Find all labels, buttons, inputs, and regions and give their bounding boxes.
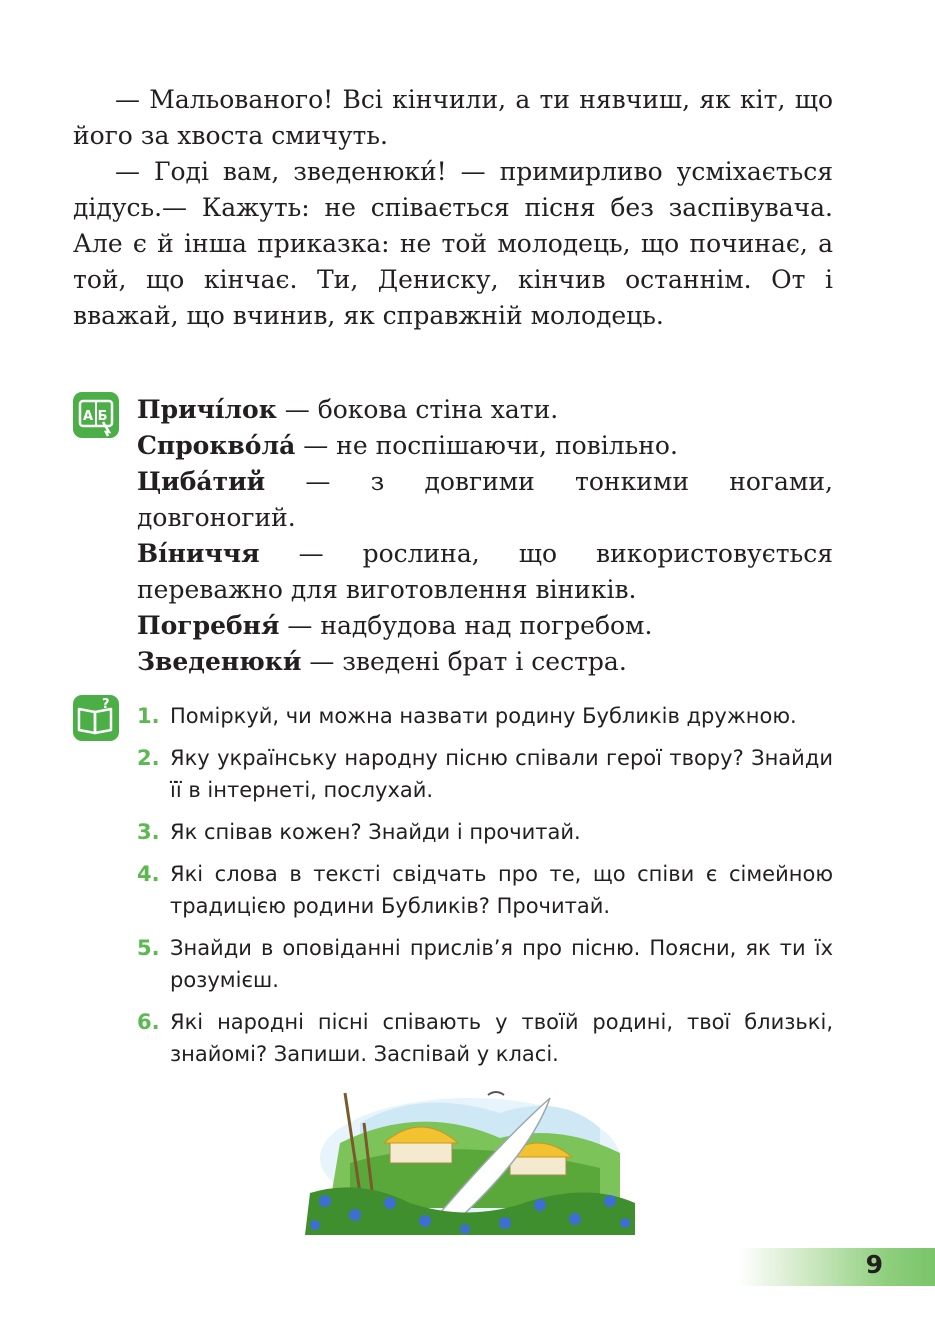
question-number: 6. <box>137 1010 160 1034</box>
page-number-band <box>738 1248 935 1286</box>
question-number: 5. <box>137 936 160 960</box>
village-illustration <box>300 1083 640 1235</box>
question-item <box>137 858 833 922</box>
question-item <box>137 742 833 806</box>
question-item <box>137 932 833 996</box>
glossary-entry <box>137 608 833 644</box>
question-number: 3. <box>137 820 160 844</box>
dictionary-icon <box>73 392 119 438</box>
question-text: Як співав кожен? Знайди і прочитай. <box>170 820 581 844</box>
question-item <box>137 1006 833 1070</box>
glossary-term: Причі́лок <box>137 395 277 424</box>
story-text <box>73 82 833 334</box>
glossary-term: Погребня́ <box>137 611 280 640</box>
question-text: Поміркуй, чи можна назвати родину Бубликів дружною. <box>170 704 797 728</box>
question-number: 4. <box>137 862 160 886</box>
glossary <box>137 392 833 680</box>
question-text: Які слова в тексті свідчать про те, що співи є сімейною традицією родини Бубликів? Прочитай. <box>170 862 833 918</box>
svg-text:?: ? <box>102 697 110 712</box>
glossary-entry <box>137 464 833 536</box>
svg-text:А Б: А Б <box>83 409 108 424</box>
glossary-entry <box>137 428 833 464</box>
glossary-definition: — надбудова над погребом. <box>279 611 653 640</box>
question-text: Які народні пісні співають у твоїй родині, твої близькі, знайомі? Запиши. Заспівай у класі. <box>170 1010 833 1066</box>
glossary-definition: — бокова стіна хати. <box>276 395 559 424</box>
question-text: Яку українську народну пісню співали герої твору? Знайди її в інтернеті, послухай. <box>170 746 833 802</box>
question-text: Знайди в оповіданні прислів’я про пісню. Поясни, як ти їх розумієш. <box>170 936 833 992</box>
glossary-definition: — зведені брат і сестра. <box>301 647 627 676</box>
questions-list <box>137 700 833 1080</box>
glossary-definition: — з довгими тонкими ногами, довгоногий. <box>137 467 833 532</box>
page-number: 9 <box>865 1250 883 1279</box>
story-paragraph-1: — Мальованого! Всі кінчили, а ти нявчиш, як кіт, що його за хвоста смичуть. <box>73 85 833 150</box>
glossary-entry <box>137 536 833 608</box>
glossary-entry <box>137 392 833 428</box>
glossary-entry <box>137 644 833 680</box>
glossary-term: Спрокво́ла́ <box>137 431 296 460</box>
glossary-definition: — рослина, що використовується переважно для виготовлення віників. <box>137 539 833 604</box>
question-item <box>137 700 833 732</box>
question-item <box>137 816 833 848</box>
glossary-definition: — не поспішаючи, повільно. <box>295 431 678 460</box>
glossary-term: Зведенюки́ <box>137 647 302 676</box>
glossary-term: Ві́ниччя <box>137 539 260 568</box>
book-question-icon <box>73 695 119 741</box>
question-number: 2. <box>137 746 160 770</box>
question-number: 1. <box>137 704 160 728</box>
glossary-term: Циба́тий <box>137 467 266 496</box>
story-paragraph-2: — Годі вам, зведенюки́! — примирливо усміхається дідусь.— Кажуть: не співається пісня без заспівувача. Але є й інша приказка: не той молодець, що починає, а той, що кінчає. Ти, Дениску, кінчив останнім. От і вважай, що вчинив, як справжній молодець. <box>73 157 833 330</box>
